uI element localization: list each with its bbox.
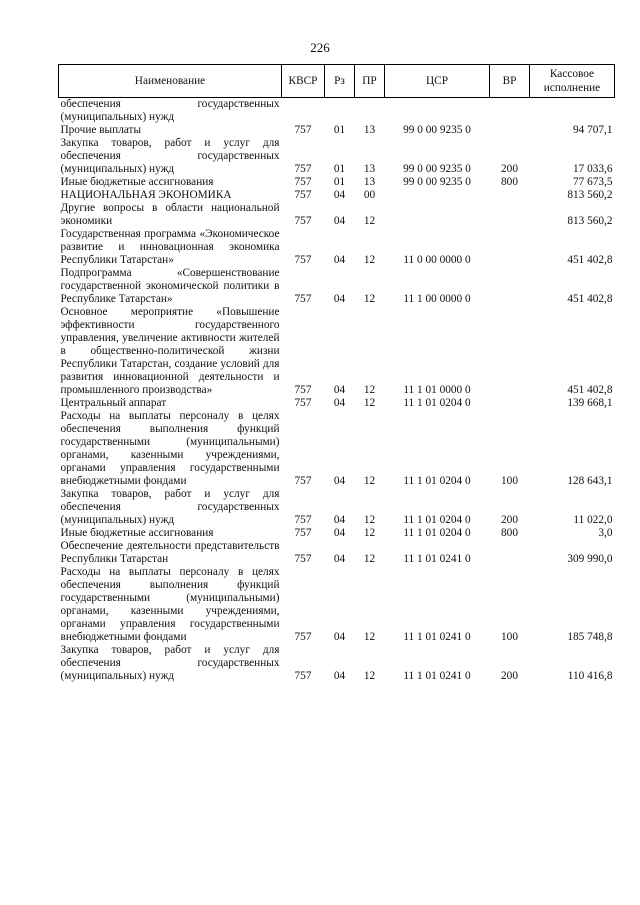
- cell-pr: 12: [363, 384, 376, 396]
- cell-name: Иные бюджетные ассигнования: [60, 527, 214, 539]
- cell-vr: 200: [501, 163, 518, 175]
- cell-pr: 12: [363, 397, 376, 409]
- header-amount: Кассовое исполнение: [530, 65, 615, 98]
- cell-rz: 04: [333, 189, 346, 201]
- cell-csr: 11 1 01 0204 0: [403, 514, 471, 526]
- table-row: [59, 540, 615, 566]
- cell-amount: [530, 98, 615, 125]
- cell-vr: 100: [501, 631, 518, 643]
- cell-kvsr: 757: [294, 293, 312, 305]
- header-pr: ПР: [355, 65, 385, 98]
- cell-name: Закупка товаров, работ и услуг для обеспечения государственных (муниципальных) нужд: [60, 644, 280, 682]
- cell-name: Закупка товаров, работ и услуг для обеспечения государственных (муниципальных) нужд: [60, 488, 280, 526]
- cell-pr: 13: [363, 163, 376, 175]
- cell-vr: [490, 228, 530, 267]
- cell-amount: 451 402,8: [567, 254, 613, 266]
- cell-vr: [490, 540, 530, 566]
- cell-kvsr: 757: [294, 527, 312, 539]
- cell-pr: [355, 98, 385, 125]
- cell-amount: 3,0: [598, 527, 613, 539]
- table-body: [59, 98, 615, 684]
- cell-pr: 12: [363, 670, 376, 682]
- cell-amount: 77 673,5: [572, 176, 613, 188]
- cell-rz: 04: [333, 254, 346, 266]
- header-name: Наименование: [59, 65, 282, 98]
- table-row: [59, 137, 615, 176]
- cell-csr: [385, 202, 490, 228]
- table-row: [59, 397, 615, 410]
- cell-vr: [490, 267, 530, 306]
- cell-rz: 04: [333, 553, 346, 565]
- table-row: [59, 644, 615, 683]
- header-vr: ВР: [490, 65, 530, 98]
- cell-amount: 110 416,8: [567, 670, 613, 682]
- cell-amount: 185 748,8: [567, 631, 613, 643]
- cell-pr: 12: [363, 514, 376, 526]
- cell-kvsr: 757: [294, 475, 312, 487]
- cell-name: Прочие выплаты: [60, 124, 142, 136]
- table-row: [59, 306, 615, 397]
- cell-rz: [325, 98, 355, 125]
- cell-name: Другие вопросы в области национальной экономики: [60, 202, 280, 227]
- cell-kvsr: 757: [294, 189, 312, 201]
- cell-name: Расходы на выплаты персоналу в целях обеспечения выполнения функций государственными (муниципальными) органами, казенными учреждениями, органами управления государственными внебюджетными фондами: [60, 410, 280, 487]
- cell-rz: 04: [333, 670, 346, 682]
- table-header-row: [59, 65, 615, 98]
- cell-name: Подпрограмма «Совершенствование государственной экономической политики в Республике Татарстан»: [60, 267, 280, 305]
- cell-amount: 813 560,2: [567, 215, 613, 227]
- cell-kvsr: 757: [294, 670, 312, 682]
- cell-amount: 17 033,6: [572, 163, 613, 175]
- cell-csr: 99 0 00 9235 0: [403, 176, 471, 188]
- cell-name: Закупка товаров, работ и услуг для обеспечения государственных (муниципальных) нужд: [60, 137, 280, 175]
- cell-vr: 200: [501, 514, 518, 526]
- header-csr: ЦСР: [385, 65, 490, 98]
- cell-rz: 04: [333, 293, 346, 305]
- cell-amount: 813 560,2: [567, 189, 613, 201]
- cell-vr: [490, 397, 530, 410]
- cell-name: Основное мероприятие «Повышение эффективности государственного управления, увеличение активности жителей в общественно-политической жизни Республики Татарстан, создание условий для развития инновационной деятельности и промышленного производства»: [60, 306, 280, 396]
- header-rz: Рз: [325, 65, 355, 98]
- cell-pr: 12: [363, 631, 376, 643]
- cell-pr: 13: [363, 124, 376, 136]
- cell-kvsr: 757: [294, 553, 312, 565]
- cell-vr: [490, 202, 530, 228]
- cell-name: Центральный аппарат: [60, 397, 167, 409]
- cell-pr: 12: [363, 553, 376, 565]
- cell-amount: 11 022,0: [573, 514, 613, 526]
- cell-csr: [385, 189, 490, 202]
- cell-csr: 11 1 01 0204 0: [403, 397, 471, 409]
- cell-pr: 00: [363, 189, 376, 201]
- table-row: [59, 527, 615, 540]
- cell-name: Иные бюджетные ассигнования: [60, 176, 214, 188]
- cell-rz: 01: [333, 124, 346, 136]
- cell-kvsr: [282, 98, 325, 125]
- cell-pr: 12: [363, 215, 376, 227]
- cell-csr: 11 1 01 0241 0: [403, 670, 471, 682]
- cell-rz: 04: [333, 397, 346, 409]
- cell-rz: 04: [333, 215, 346, 227]
- cell-pr: 12: [363, 293, 376, 305]
- header-kvsr: КВСР: [282, 65, 325, 98]
- cell-vr: [490, 189, 530, 202]
- cell-vr: 800: [501, 176, 518, 188]
- cell-csr: 11 1 01 0241 0: [403, 553, 471, 565]
- cell-csr: 99 0 00 9235 0: [403, 124, 471, 136]
- cell-name: Государственная программа «Экономическое развитие и инновационная экономика Республики Татарстан»: [60, 228, 280, 266]
- page-number: 226: [310, 40, 330, 55]
- cell-vr: 100: [501, 475, 518, 487]
- cell-name: НАЦИОНАЛЬНАЯ ЭКОНОМИКА: [60, 189, 232, 201]
- cell-kvsr: 757: [294, 176, 312, 188]
- cell-amount: 309 990,0: [567, 553, 613, 565]
- cell-amount: 451 402,8: [567, 384, 613, 396]
- cell-pr: 12: [363, 527, 376, 539]
- table-row: [59, 189, 615, 202]
- cell-name: Расходы на выплаты персоналу в целях обеспечения выполнения функций государственными (муниципальными) органами, казенными учреждениями, органами управления государственными внебюджетными фондами: [60, 566, 280, 643]
- cell-rz: 01: [333, 163, 346, 175]
- cell-vr: 800: [501, 527, 518, 539]
- table-row: [59, 410, 615, 488]
- cell-csr: 11 1 01 0000 0: [403, 384, 471, 396]
- cell-pr: 12: [363, 475, 376, 487]
- cell-kvsr: 757: [294, 215, 312, 227]
- cell-name: Обеспечение деятельности представительств Республики Татарстан: [60, 540, 280, 565]
- cell-rz: 04: [333, 527, 346, 539]
- cell-csr: 11 1 01 0204 0: [403, 475, 471, 487]
- cell-pr: 13: [363, 176, 376, 188]
- cell-amount: 128 643,1: [567, 475, 613, 487]
- cell-csr: [385, 98, 490, 125]
- table-row: [59, 566, 615, 644]
- cell-kvsr: 757: [294, 163, 312, 175]
- cell-csr: 99 0 00 9235 0: [403, 163, 471, 175]
- cell-kvsr: 757: [294, 397, 312, 409]
- cell-pr: 12: [363, 254, 376, 266]
- table-row: [59, 267, 615, 306]
- cell-vr: 200: [501, 670, 518, 682]
- budget-table: [58, 64, 615, 683]
- cell-kvsr: 757: [294, 384, 312, 396]
- cell-kvsr: 757: [294, 514, 312, 526]
- table-row: [59, 488, 615, 527]
- cell-vr: [490, 306, 530, 397]
- cell-csr: 11 1 01 0241 0: [403, 631, 471, 643]
- cell-kvsr: 757: [294, 631, 312, 643]
- table-row: [59, 98, 615, 125]
- table-row: [59, 202, 615, 228]
- cell-rz: 04: [333, 514, 346, 526]
- cell-rz: 04: [333, 475, 346, 487]
- cell-rz: 01: [333, 176, 346, 188]
- cell-csr: 11 1 00 0000 0: [403, 293, 471, 305]
- cell-rz: 04: [333, 631, 346, 643]
- cell-amount: 139 668,1: [567, 397, 613, 409]
- cell-name: обеспечения государственных (муниципальных) нужд: [60, 98, 280, 123]
- cell-csr: 11 1 01 0204 0: [403, 527, 471, 539]
- cell-kvsr: 757: [294, 124, 312, 136]
- cell-csr: 11 0 00 0000 0: [403, 254, 471, 266]
- cell-amount: 451 402,8: [567, 293, 613, 305]
- table-row: [59, 176, 615, 189]
- cell-vr: [490, 98, 530, 125]
- cell-vr: [490, 124, 530, 137]
- table-row: [59, 228, 615, 267]
- table-row: [59, 124, 615, 137]
- cell-amount: 94 707,1: [572, 124, 613, 136]
- cell-rz: 04: [333, 384, 346, 396]
- cell-kvsr: 757: [294, 254, 312, 266]
